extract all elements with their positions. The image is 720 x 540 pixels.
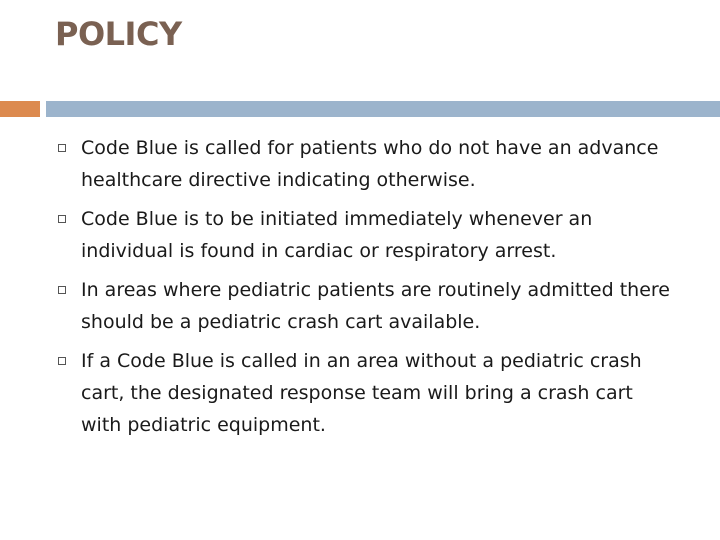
hollow-square-bullet-icon [58,144,66,152]
bullet-text: If a Code Blue is called in an area without a pediatric crash cart, the designated response team will bring a crash cart with pediatric equipment. [81,350,642,436]
bullet-text: In areas where pediatric patients are routinely admitted there should be a pediatric crash cart available. [81,279,670,333]
slide-title: POLICY [55,15,182,53]
bullet-text: Code Blue is called for patients who do not have an advance healthcare directive indicating otherwise. [81,137,659,191]
hollow-square-bullet-icon [58,357,66,365]
bullet-text: Code Blue is to be initiated immediately whenever an individual is found in cardiac or respiratory arrest. [81,208,593,262]
bullet-item [58,132,678,196]
accent-bar-blue [46,101,720,117]
hollow-square-bullet-icon [58,286,66,294]
bullet-list [58,132,678,448]
bullet-item [58,345,678,441]
accent-bar-orange [0,101,40,117]
hollow-square-bullet-icon [58,215,66,223]
bullet-item [58,274,678,338]
bullet-item [58,203,678,267]
